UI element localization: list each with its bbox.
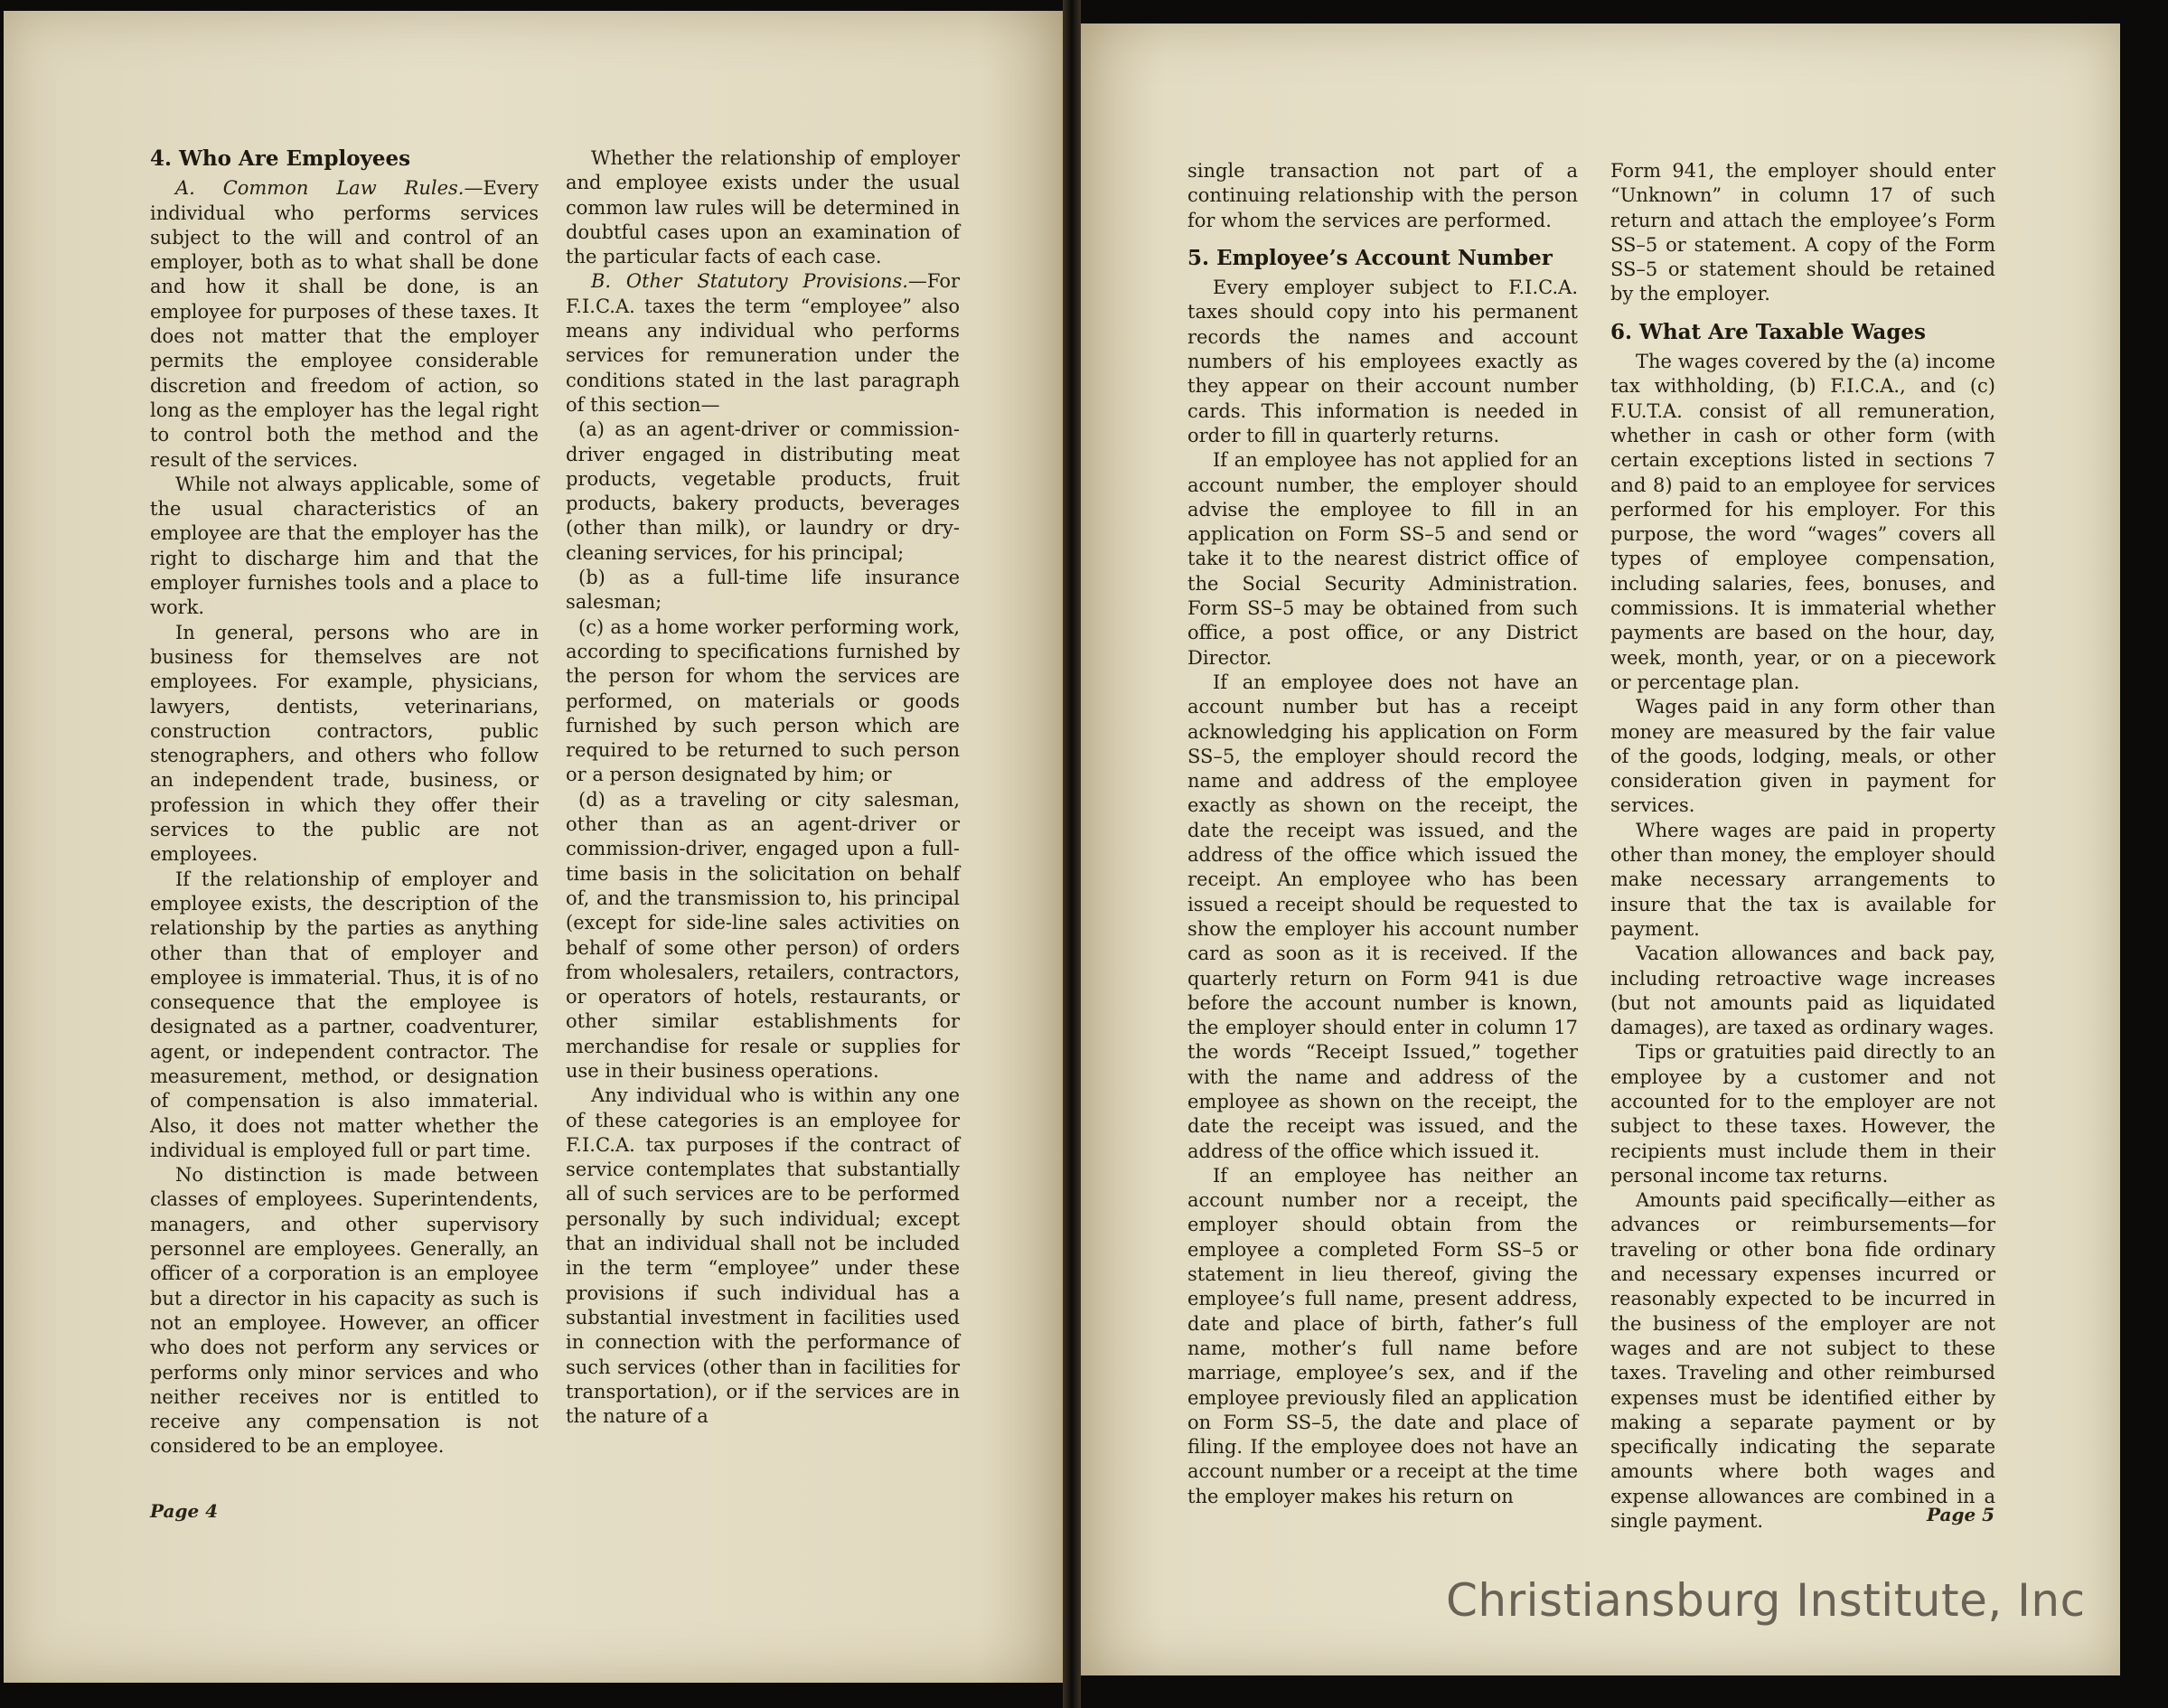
left-column-1 xyxy=(150,146,539,1459)
paragraph-lead: A. Common Law Rules. xyxy=(175,177,465,200)
right-column-1 xyxy=(1187,159,1578,1509)
list-item: (c) as a home worker performing work, according to specifications furnished by the person for whom the services are performed, on materials or goods furnished by such person which are required to be returned to such person or a person designated by him; or xyxy=(566,615,960,786)
paragraph: Amounts paid specifically—either as advances or reimbursements—for traveling or other bona fide ordinary and necessary expenses incurred or reasonably expected to be incurred in the business of the employer are not wages and are not subject to these taxes. Traveling and other reimbursed expenses must be identified either by making a separate payment or by specifically indicating the separate amounts where both wages and expense allowances are combined in a single payment. xyxy=(1610,1189,1995,1533)
paragraph: If an employee has neither an account number nor a receipt, the employer should obtain from the employee a completed Form SS–5 or statement in lieu thereof, giving the employee’s full name, present address, date and place of birth, father’s full name, mother’s full name before marriage, employee’s sex, and if the employee previously filed an application on Form SS–5, the date and place of filing. If the employee does not have an account number or a receipt at the time the employer makes his return on xyxy=(1187,1164,1578,1507)
paragraph: While not always applicable, some of the usual characteristics of an employee are that the employer has the right to discharge him and that the employer furnishes tools and a place to work. xyxy=(150,473,539,619)
paragraph: B. Other Statutory Provisions.—For F.I.C.A. taxes the term “employee” also means any individual who performs services for remuneration under the conditions stated in the last paragraph of this section— xyxy=(566,270,960,416)
book-spine xyxy=(1063,0,1081,1708)
paragraph: If an employee has not applied for an account number, the employer should advise the employee to fill in an application on Form SS–5 and send or take it to the nearest district office of the Social Security Administration. Form SS–5 may be obtained from such office, a post office, or any District Director. xyxy=(1187,449,1578,669)
right-page xyxy=(1081,23,2120,1675)
page-number: Page 5 xyxy=(1927,1504,1995,1525)
right-column-2 xyxy=(1610,159,1995,1534)
paragraph: Whether the relationship of employer and employee exists under the usual common law rules will be determined in doubtful cases upon an examination of the particular facts of each case. xyxy=(566,147,960,268)
list-item: (b) as a full-time life insurance salesman; xyxy=(566,567,960,614)
paragraph: If an employee does not have an account number but has a receipt acknowledging his application on Form SS–5, the employer should record the name and address of the employee exactly as shown on the receipt, the date the receipt was issued, and the address of the office which issued the receipt. An employee who has been issued a receipt should be requested to show the employer his account number card as soon as it is received. If the quarterly return on Form 941 is due before the account number is known, the employer should enter in column 17 the words “Receipt Issued,” together with the name and address of the employee as shown on the receipt, the date the receipt was issued, and the address of the office which issued it. xyxy=(1187,671,1578,1162)
paragraph: In general, persons who are in business for themselves are not employees. For example, physicians, lawyers, dentists, veterinarians, construction contractors, public stenographers, and others who follow an independent trade, business, or profession in which they offer their services to the public are not employees. xyxy=(150,621,539,866)
paragraph: Every employer subject to F.I.C.A. taxes should copy into his permanent records the names and account numbers of his employees exactly as they appear on their account number cards. This information is needed in order to fill in quarterly returns. xyxy=(1187,277,1578,446)
list-item: (d) as a traveling or city salesman, other than as an agent-driver or commission-driver, engaged upon a full-time basis in the solicitation on behalf of, and the transmission to, his principal (except for side-line sales activities on behalf of some other person) of orders from wholesalers, retailers, contractors, or operators of hotels, restaurants, or other similar establishments for merchandise for resale or supplies for use in their business operations. xyxy=(566,788,960,1082)
section-heading-6: 6. What Are Taxable Wages xyxy=(1610,319,1926,344)
paragraph: No distinction is made between classes of employees. Superintendents, managers, and other supervisory personnel are employees. Generally, an officer of a corporation is an employee but a director in his capacity as such is not an employee. However, an officer who does not perform any services or performs only minor services and who neither receives nor is entitled to receive any compensation is not considered to be an employee. xyxy=(150,1164,539,1458)
section-heading-4: 4. Who Are Employees xyxy=(150,146,411,171)
paragraph: Vacation allowances and back pay, including retroactive wage increases (but not amounts paid as liquidated damages), are taxed as ordinary wages. xyxy=(1610,943,1995,1039)
page-number: Page 4 xyxy=(150,1500,219,1522)
paragraph: single transaction not part of a continuing relationship with the person for whom the services are performed. xyxy=(1187,160,1578,231)
paragraph: Any individual who is within any one of these categories is an employee for F.I.C.A. tax purposes if the contract of service contemplates that substantially all of such services are to be performed personally by such individual; except that an individual shall not be included in the term “employee” under these provisions if such individual has a substantial investment in facilities used in connection with the performance of such services (other than in facilities for transportation), or if the services are in the nature of a xyxy=(566,1084,960,1428)
left-page xyxy=(4,11,1063,1683)
left-column-2 xyxy=(566,146,960,1429)
paragraph: If the relationship of employer and employee exists, the description of the relationship by the parties as anything other than that of employer and employee is immaterial. Thus, it is of no consequence that the employee is designated as a partner, coadventurer, agent, or independent contractor. The measurement, method, or designation of compensation is also immaterial. Also, it does not matter whether the individual is employed full or part time. xyxy=(150,868,539,1161)
list-item: (a) as an agent-driver or commission-driver engaged in distributing meat products, vegetable products, fruit products, bakery products, beverages (other than milk), or laundry or dry-cleaning services, for his principal; xyxy=(566,418,960,564)
paragraph: A. Common Law Rules.—Every individual who performs services subject to the will and control of an employer, both as to what shall be done and how it shall be done, is an employee for purposes of these taxes. It does not matter that the employer permits the employee considerable discretion and freedom of action, so long as the employer has the legal right to control both the method and the result of the services. xyxy=(150,177,539,471)
paragraph: Tips or gratuities paid directly to an employee by a customer and not accounted for to the employer are not subject to these taxes. However, the recipients must include them in their personal income tax returns. xyxy=(1610,1041,1995,1187)
paragraph: Form 941, the employer should enter “Unknown” in column 17 of such return and attach the employee’s Form SS–5 or statement. A copy of the Form SS–5 or statement should be retained by the employer. xyxy=(1610,160,1995,305)
section-heading-5: 5. Employee’s Account Number xyxy=(1187,245,1553,270)
paragraph: The wages covered by the (a) income tax withholding, (b) F.I.C.A., and (c) F.U.T.A. consist of all remuneration, whether in cash or other form (with certain exceptions listed in sections 7 and 8) paid to an employee for services performed for his employer. For this purpose, the word “wages” covers all types of employee compensation, including salaries, fees, bonuses, and commissions. It is immaterial whether payments are based on the hour, day, week, month, year, or on a piecework or percentage plan. xyxy=(1610,351,1995,693)
paragraph: Wages paid in any form other than money are measured by the fair value of the goods, lodging, meals, or other consideration given in payment for services. xyxy=(1610,696,1995,817)
paragraph: Where wages are paid in property other than money, the employer should make necessary arrangements to insure that the tax is available for payment. xyxy=(1610,819,1995,940)
paragraph-lead: B. Other Statutory Provisions. xyxy=(591,270,908,293)
watermark: Christiansburg Institute, Inc xyxy=(1446,1574,2086,1627)
